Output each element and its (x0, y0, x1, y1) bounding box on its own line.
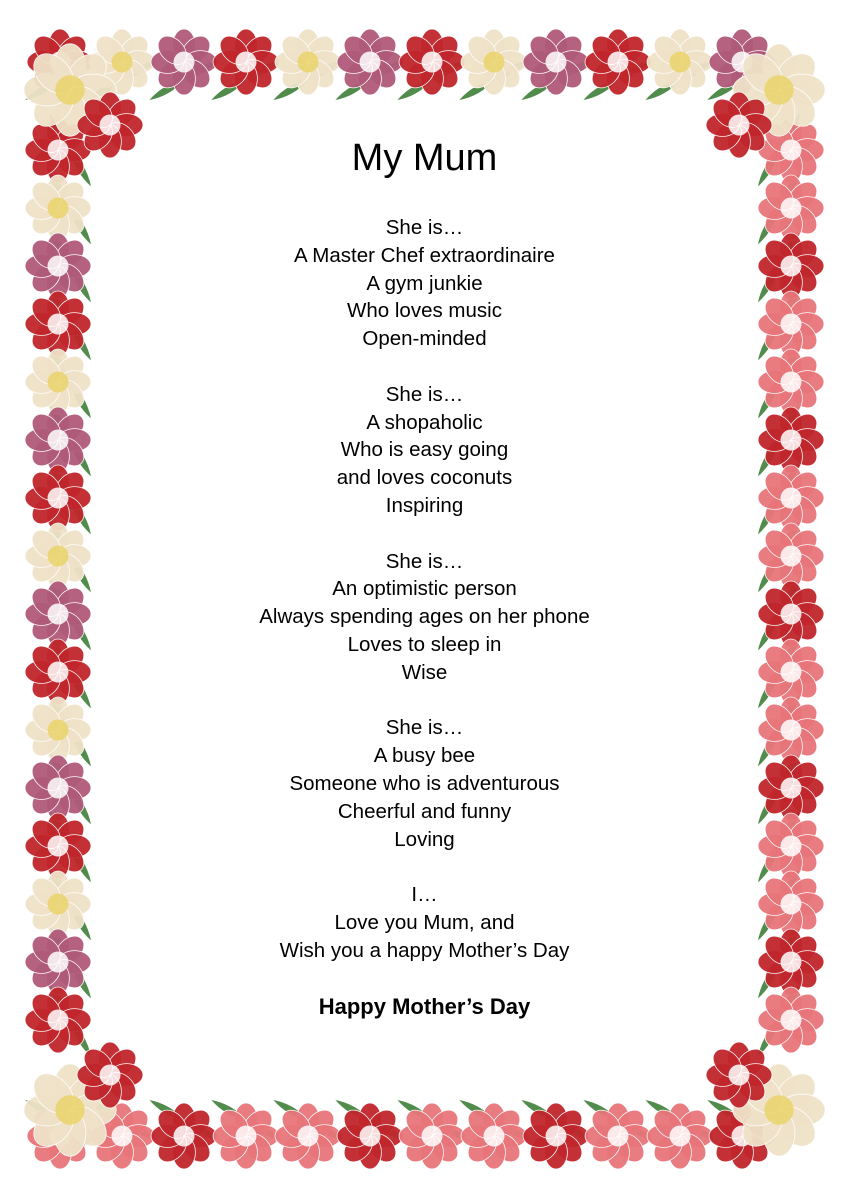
poem-line: A shopaholic (366, 410, 483, 434)
red-flower (758, 755, 824, 821)
poem-line: Wise (401, 660, 448, 684)
cream-flower (647, 29, 713, 95)
red-flower (758, 929, 824, 995)
cream-flower (25, 175, 91, 241)
cream-flower (25, 349, 91, 415)
stanza-2 (150, 381, 699, 520)
poem-title: My Mum (351, 137, 498, 179)
pink-flower (758, 175, 824, 241)
poem-line: Loving (394, 827, 455, 851)
cream-flower (25, 697, 91, 763)
poem-line: Open-minded (362, 327, 487, 351)
mauve-flower (523, 29, 589, 95)
poem-line: She is… (385, 716, 464, 740)
red-flower (523, 1103, 589, 1169)
red-flower (337, 1103, 403, 1169)
mauve-flower (25, 407, 91, 473)
pink-flower (758, 291, 824, 357)
red-flower (25, 987, 91, 1053)
cream-flower (461, 29, 527, 95)
red-flower (758, 581, 824, 647)
red-flower (706, 92, 772, 158)
pink-flower (213, 1103, 279, 1169)
poem-line: She is… (385, 382, 464, 406)
poem-line: Someone who is adventurous (289, 771, 560, 795)
poem-line: and loves coconuts (336, 466, 513, 490)
pink-flower (758, 697, 824, 763)
poem-line: Cheerful and funny (337, 799, 512, 823)
stanza-4 (150, 714, 699, 853)
poem-body (150, 132, 699, 1022)
poem-line: She is… (385, 216, 464, 239)
pink-flower (275, 1103, 341, 1169)
pink-flower (758, 523, 824, 589)
poem-line: I… (411, 883, 438, 907)
red-flower (25, 291, 91, 357)
poem-line: An optimistic person (332, 577, 517, 601)
red-flower (77, 1042, 143, 1108)
pink-flower (399, 1103, 465, 1169)
red-flower (758, 233, 824, 299)
pink-flower (758, 987, 824, 1053)
pink-flower (758, 465, 824, 531)
cream-flower (25, 523, 91, 589)
pink-flower (461, 1103, 527, 1169)
mauve-flower (25, 755, 91, 821)
mauve-flower (25, 929, 91, 995)
mauve-flower (25, 233, 91, 299)
cream-flower (25, 871, 91, 937)
mauve-flower (337, 29, 403, 95)
red-flower (25, 465, 91, 531)
cream-flower (275, 29, 341, 95)
poem-line: A Master Chef extraordinaire (294, 243, 555, 267)
stanza-3 (150, 548, 699, 687)
poem-line: Inspiring (385, 493, 464, 517)
red-flower (77, 92, 143, 158)
poem-line: Love you Mum, and (334, 910, 515, 934)
poem-line: Always spending ages on her phone (259, 605, 590, 629)
pink-flower (758, 639, 824, 705)
red-flower (25, 639, 91, 705)
red-flower (706, 1042, 772, 1108)
pink-flower (585, 1103, 651, 1169)
pink-flower (758, 349, 824, 415)
poem-line: Loves to sleep in (347, 632, 502, 656)
poem-line: She is… (385, 549, 464, 573)
mauve-flower (25, 581, 91, 647)
poem-line: Who is easy going (340, 438, 509, 462)
pink-flower (758, 871, 824, 937)
closing-greeting: Happy Mother’s Day (318, 994, 531, 1020)
poem-line: A busy bee (373, 744, 476, 768)
red-flower (151, 1103, 217, 1169)
stanza-5 (150, 881, 699, 964)
red-flower (25, 813, 91, 879)
poem-line: Who loves music (347, 299, 502, 323)
mauve-flower (151, 29, 217, 95)
pink-flower (647, 1103, 713, 1169)
poem-line: Wish you a happy Mother’s Day (279, 938, 570, 962)
red-flower (213, 29, 279, 95)
poem-line: A gym junkie (366, 271, 483, 295)
red-flower (585, 29, 651, 95)
red-flower (399, 29, 465, 95)
pink-flower (758, 813, 824, 879)
stanza-1 (150, 214, 699, 353)
red-flower (758, 407, 824, 473)
